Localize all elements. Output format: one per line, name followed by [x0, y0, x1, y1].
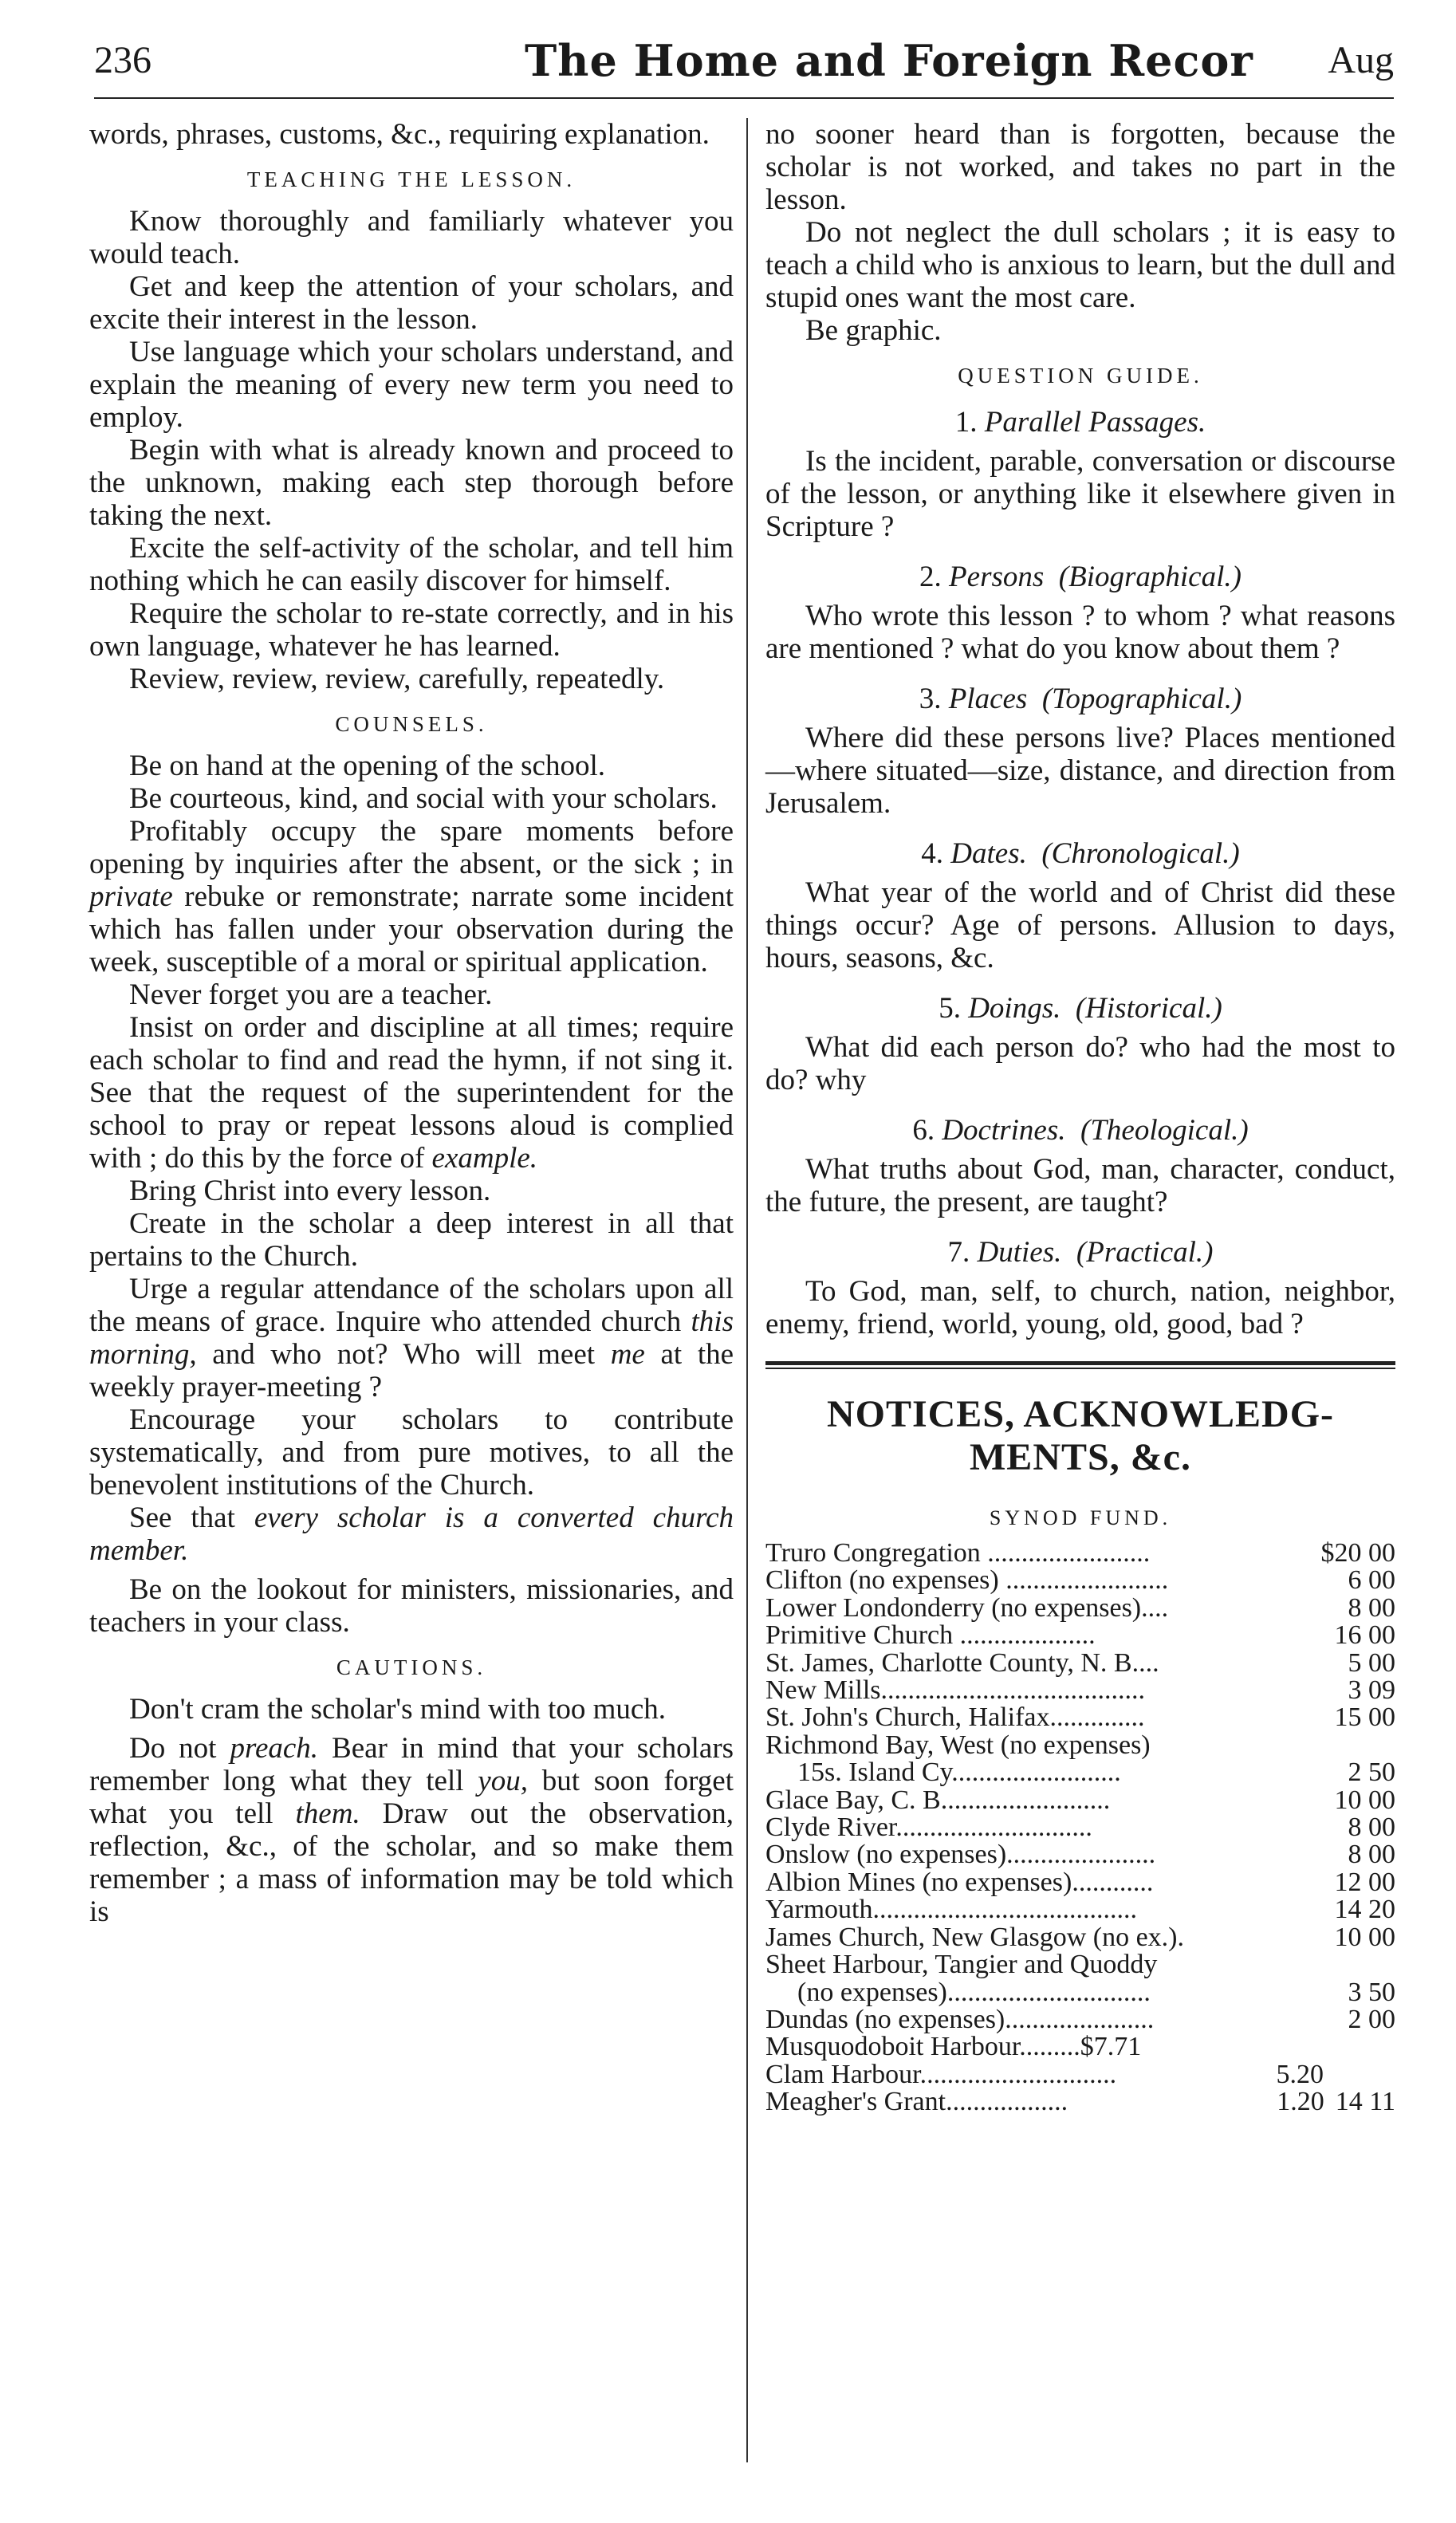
notices-heading: NOTICES, ACKNOWLEDG- MENTS, &c.	[826, 1393, 1335, 1478]
counsels-paragraph: Create in the scholar a deep interest in all that pertains to the Church.	[89, 1207, 734, 1273]
teaching-paragraph: Review, review, review, carefully, repeatedly.	[129, 663, 665, 695]
guide-text: What did each person do? who had the most to do? why	[765, 1031, 1395, 1096]
fund-row: Clam Harbour............................. 5.20	[765, 2059, 1324, 2089]
fund-row: Meagher's Grant.................. 1.20 14 11	[765, 2087, 1395, 2117]
intro-paragraph: words, phrases, customs, &c., requiring explanation.	[89, 118, 710, 151]
fund-row: (no expenses).............................. 3 50	[797, 1977, 1395, 2007]
fund-row: Clyde River............................. 8 00	[765, 1813, 1395, 1843]
section-rule	[765, 1361, 1395, 1365]
fund-row: Albion Mines (no expenses)............ 12 00	[765, 1867, 1395, 1897]
guide-text: To God, man, self, to church, nation, neighbor, enemy, friend, world, young, old, good, bad ?	[765, 1275, 1395, 1340]
synod-fund-list	[765, 1540, 1395, 2116]
counsels-paragraph: Urge a regular attendance of the scholars upon all the means of grace. Inquire who attended church this morning, and who not? Who will meet me at the weekly prayer-meeting ?	[89, 1273, 734, 1403]
continuation-paragraph: Do not neglect the dull scholars ; it is easy to teach a child who is anxious to learn, but the dull and stupid ones want the most care.	[765, 216, 1395, 314]
cautions-heading: CAUTIONS.	[336, 1655, 487, 1679]
fund-row: Onslow (no expenses)...................... 8 00	[765, 1840, 1395, 1870]
guide-text: Is the incident, parable, conversation or discourse of the lesson, or anything like it elsewhere given in Scripture ?	[765, 445, 1395, 543]
fund-row: Glace Bay, C. B......................... 10 00	[765, 1785, 1395, 1815]
section-rule	[765, 1368, 1395, 1369]
guide-heading: 6. Doctrines. (Theological.)	[912, 1114, 1249, 1147]
fund-row: St. James, Charlotte County, N. B.... 5 00	[765, 1647, 1395, 1678]
fund-row: Lower Londonderry (no expenses).... 8 00	[765, 1592, 1395, 1623]
counsels-paragraph: Be on the lookout for ministers, missionaries, and teachers in your class.	[89, 1573, 734, 1639]
counsels-heading: COUNSELS.	[335, 712, 488, 736]
teaching-paragraph: Use language which your scholars understand, and explain the meaning of every new term you need to employ.	[89, 336, 734, 434]
journal-title: The Home and Foreign Recor	[525, 35, 1253, 86]
fund-row: Clifton (no expenses) ........................ 6 00	[765, 1565, 1395, 1596]
fund-row: Truro Congregation ........................ $20 00	[765, 1538, 1395, 1568]
fund-row: Musquodoboit Harbour.........$7.71	[765, 2033, 1142, 2061]
fund-row: James Church, New Glasgow (no ex.). 10 00	[765, 1922, 1395, 1952]
right-column	[765, 118, 1395, 2116]
cautions-paragraph: Don't cram the scholar's mind with too much.	[129, 1693, 667, 1726]
fund-row: Yarmouth....................................... 14 20	[765, 1895, 1395, 1925]
fund-row: Primitive Church .................... 16 00	[765, 1620, 1395, 1651]
header-month: Aug	[1328, 39, 1394, 81]
counsels-paragraph: Be on hand at the opening of the school.	[129, 750, 606, 782]
counsels-paragraph: Insist on order and discipline at all times; require each scholar to find and read the hymn, if not sing it. See that the request of the superintendent for the school to pray or repeat lessons aloud is complied with ; do this by the force of example.	[89, 1011, 734, 1175]
continuation-paragraph: no sooner heard than is forgotten, because the scholar is not worked, and takes no part in the lesson.	[765, 118, 1395, 216]
counsels-paragraph: Bring Christ into every lesson.	[129, 1175, 491, 1207]
page-header	[94, 33, 1394, 99]
teaching-paragraph: Begin with what is already known and proceed to the unknown, making each step thorough before taking the next.	[89, 434, 734, 532]
counsels-paragraph: See that every scholar is a converted church member.	[89, 1502, 734, 1567]
guide-heading: 4. Dates. (Chronological.)	[921, 837, 1240, 870]
counsels-paragraph: Never forget you are a teacher.	[129, 978, 493, 1011]
counsels-paragraph: Profitably occupy the spare moments before opening by inquiries after the absent, or the sick ; in private rebuke or remonstrate; narrate some incident which has fallen under your observation during the week, susceptible of a moral or spiritual application.	[89, 815, 734, 978]
cautions-paragraph: Do not preach. Bear in mind that your scholars remember long what they tell you, but soon forget what you tell them. Draw out the observation, reflection, &c., of the scholar, and so make them remember ; a mass of information may be told which is	[89, 1732, 734, 1928]
guide-heading: 2. Persons (Biographical.)	[919, 561, 1242, 593]
fund-row: St. John's Church, Halifax.............. 15 00	[765, 1702, 1395, 1733]
guide-heading: 5. Doings. (Historical.)	[939, 992, 1222, 1025]
counsels-paragraph: Be courteous, kind, and social with your scholars.	[129, 782, 718, 815]
fund-row: Sheet Harbour, Tangier and Quoddy	[765, 1951, 1158, 1979]
guide-text: What truths about God, man, character, conduct, the future, the present, are taught?	[765, 1153, 1395, 1218]
fund-row: Richmond Bay, West (no expenses)	[765, 1731, 1151, 1760]
page-number: 236	[94, 39, 152, 81]
teaching-paragraph: Know thoroughly and familiarly whatever you would teach.	[89, 205, 734, 270]
fund-row: New Mills....................................... 3 09	[765, 1675, 1395, 1706]
guide-text: What year of the world and of Christ did these things occur? Age of persons. Allusion to days, hours, seasons, &c.	[765, 876, 1395, 974]
teaching-paragraph: Excite the self-activity of the scholar, and tell him nothing which he can easily discover for himself.	[89, 532, 734, 597]
teaching-paragraph: Get and keep the attention of your scholars, and excite their interest in the lesson.	[89, 270, 734, 336]
fund-row: Dundas (no expenses)...................... 2 00	[765, 2004, 1395, 2034]
question-guide-heading: QUESTION GUIDE.	[958, 364, 1203, 388]
guide-heading: 1. Parallel Passages.	[954, 406, 1206, 439]
left-column	[89, 118, 734, 1928]
continuation-paragraph: Be graphic.	[805, 314, 942, 347]
synod-fund-heading: SYNOD FUND.	[989, 1506, 1172, 1529]
teaching-paragraph: Require the scholar to re-state correctly, and in his own language, whatever he has learned.	[89, 597, 734, 663]
guide-heading: 3. Places (Topographical.)	[919, 683, 1242, 715]
fund-row: 15s. Island Cy......................... 2 50	[797, 1757, 1395, 1788]
guide-text: Where did these persons live? Places mentioned—where situated—size, distance, and direction from Jerusalem.	[765, 722, 1395, 820]
guide-heading: 7. Duties. (Practical.)	[947, 1236, 1214, 1269]
column-divider	[746, 118, 748, 2462]
counsels-paragraph: Encourage your scholars to contribute systematically, and from pure motives, to all the benevolent institutions of the Church.	[89, 1403, 734, 1502]
teaching-heading: TEACHING THE LESSON.	[246, 167, 576, 191]
guide-text: Who wrote this lesson ? to whom ? what reasons are mentioned ? what do you know about them ?	[765, 600, 1395, 665]
